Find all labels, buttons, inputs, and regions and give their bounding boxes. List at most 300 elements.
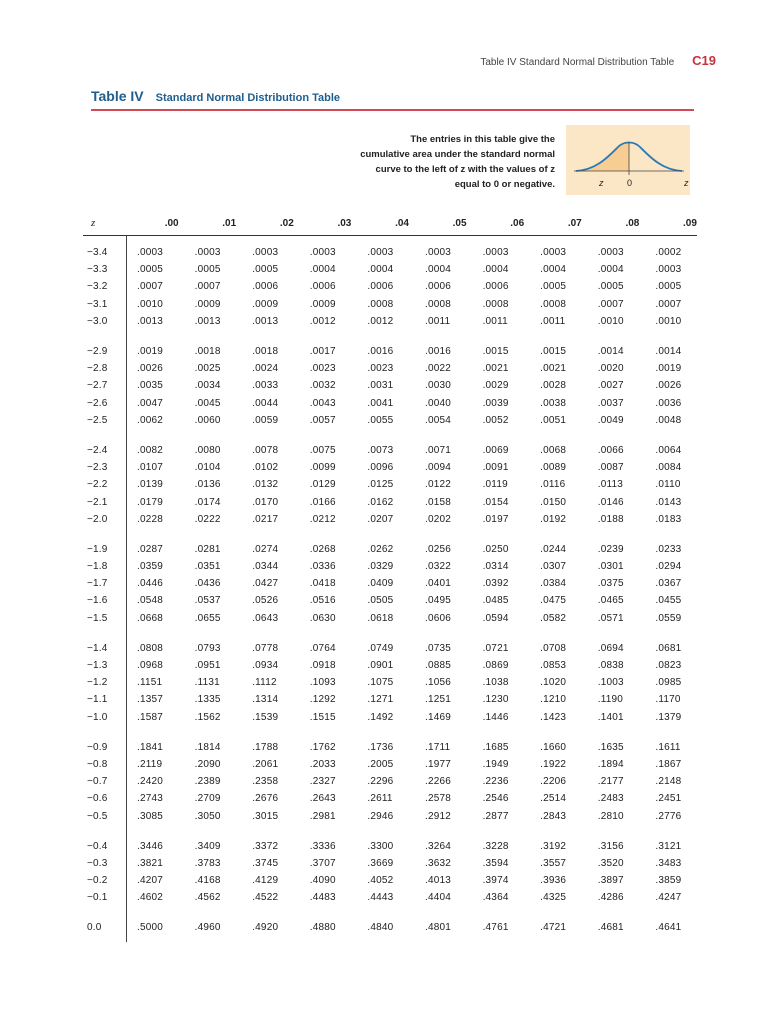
probability-cell: .0107 [137,462,164,474]
probability-cell: .0016 [367,346,394,358]
probability-cell: .0004 [482,264,509,276]
probability-cell: .0104 [194,462,221,474]
table-row [83,575,697,592]
probability-cell: .0040 [424,397,451,409]
probability-cell: .0059 [252,414,279,426]
table-row [83,756,697,773]
probability-cell: .4404 [424,892,451,904]
probability-cell: .0006 [367,281,394,293]
probability-cell: .0027 [597,380,624,392]
probability-cell: .4641 [655,922,682,934]
probability-cell: .1038 [482,677,509,689]
probability-cell: .0099 [309,462,336,474]
table-header [83,208,697,236]
probability-cell: .1867 [655,758,682,770]
probability-cell: .0021 [540,363,567,375]
probability-cell: .2119 [137,758,163,770]
probability-cell: .2296 [367,776,394,788]
probability-cell: .3707 [309,857,336,869]
probability-cell: .4562 [194,892,221,904]
z-value: −1.4 [87,642,108,654]
probability-cell: .0014 [655,346,682,358]
table-row [83,476,697,493]
probability-cell: .2177 [597,776,624,788]
figure-zero: 0 [627,178,633,188]
table-caption: The entries in this table give the cumulative area under the standard normal curve to the left of z with the values of z equal to 0 or negative. [360,134,555,190]
probability-cell: .0901 [367,660,394,672]
probability-cell: .1562 [194,711,221,723]
probability-cell: .3557 [540,857,567,869]
probability-cell: .2090 [194,758,221,770]
probability-cell: .2709 [194,793,221,805]
probability-cell: .0006 [252,281,279,293]
probability-cell: .0985 [655,677,682,689]
column-divider [126,236,127,942]
row-group [83,911,697,941]
probability-cell: .0655 [194,612,221,624]
probability-cell: .4522 [252,892,279,904]
probability-cell: .0571 [597,612,624,624]
probability-cell: .0078 [252,444,279,456]
probability-cell: .0024 [252,363,279,375]
table-row [83,657,697,674]
probability-cell: .1814 [194,741,221,753]
probability-cell: .1469 [424,711,451,723]
probability-cell: .0582 [540,612,567,624]
probability-cell: .0005 [540,281,567,293]
probability-cell: .0010 [655,315,682,327]
row-group [83,731,697,830]
table-title [91,88,340,104]
probability-cell: .1894 [597,758,624,770]
probability-cell: .0084 [655,462,682,474]
probability-cell: .2148 [655,776,682,788]
z-value: −1.0 [87,711,108,723]
probability-cell: .0465 [597,595,624,607]
table-row [83,296,697,313]
probability-cell: .4840 [367,922,394,934]
figure-labels [566,178,690,192]
z-value: −1.6 [87,595,108,607]
probability-cell: .3409 [194,840,221,852]
z-value: −2.0 [87,513,108,525]
page-number: C19 [692,53,716,68]
probability-cell: .3745 [252,857,279,869]
probability-cell: .3446 [137,840,164,852]
probability-cell: .4013 [424,875,451,887]
column-header: .09 [683,218,697,229]
probability-cell: .0749 [367,642,394,654]
probability-cell: .3936 [540,875,567,887]
probability-cell: .0239 [597,543,624,555]
table-row [83,377,697,394]
probability-cell: .2514 [540,793,567,805]
probability-cell: .2810 [597,810,624,822]
table-row [83,889,697,906]
probability-cell: .0548 [137,595,164,607]
probability-cell: .0068 [540,444,567,456]
probability-cell: .0003 [309,247,336,259]
probability-cell: .0116 [540,479,566,491]
z-value: −0.9 [87,741,108,753]
probability-cell: .1020 [540,677,567,689]
probability-cell: .2236 [482,776,509,788]
probability-cell: .0026 [137,363,164,375]
probability-cell: .3050 [194,810,221,822]
column-header: .05 [452,218,467,229]
z-value: −1.1 [87,694,108,706]
probability-cell: .1401 [597,711,624,723]
probability-cell: .2206 [540,776,567,788]
probability-cell: .0066 [597,444,624,456]
probability-cell: .0968 [137,660,164,672]
probability-cell: .1357 [137,694,164,706]
probability-cell: .0436 [194,578,221,590]
table-row [83,442,697,459]
probability-cell: .1788 [252,741,279,753]
table-row [83,691,697,708]
probability-cell: .0823 [655,660,682,672]
probability-cell: .0003 [540,247,567,259]
probability-cell: .0073 [367,444,394,456]
probability-cell: .0018 [252,346,279,358]
table-row [83,807,697,824]
probability-cell: .0708 [540,642,567,654]
probability-cell: .2946 [367,810,394,822]
probability-cell: .3372 [252,840,279,852]
probability-cell: .0418 [309,578,336,590]
probability-cell: .0013 [137,315,164,327]
probability-cell: .0005 [137,264,164,276]
probability-cell: .1762 [309,741,336,753]
probability-cell: .3121 [655,840,682,852]
probability-cell: .0136 [194,479,221,491]
table-row [83,343,697,360]
probability-cell: .0307 [540,561,567,573]
probability-cell: .0125 [367,479,394,491]
probability-cell: .4129 [252,875,279,887]
probability-cell: .0122 [424,479,451,491]
probability-cell: .0004 [424,264,451,276]
probability-cell: .0017 [309,346,336,358]
table-row [83,739,697,756]
column-header: .01 [222,218,237,229]
probability-cell: .0075 [309,444,336,456]
probability-cell: .0018 [194,346,221,358]
table-row [83,511,697,528]
running-head [480,53,716,68]
title-rule [91,109,694,111]
probability-cell: .2483 [597,793,624,805]
probability-cell: .0049 [597,414,624,426]
probability-cell: .1711 [424,741,451,753]
probability-cell: .0537 [194,595,221,607]
probability-cell: .0006 [309,281,336,293]
probability-cell: .0139 [137,479,164,491]
probability-cell: .0183 [655,513,682,525]
probability-cell: .0314 [482,561,509,573]
probability-cell: .0192 [540,513,567,525]
probability-cell: .1112 [252,677,277,689]
probability-cell: .1170 [655,694,681,706]
probability-cell: .0351 [194,561,221,573]
probability-cell: .3228 [482,840,509,852]
table-row [83,838,697,855]
probability-cell: .4602 [137,892,164,904]
probability-cell: .3859 [655,875,682,887]
probability-cell: .0143 [655,496,682,508]
probability-cell: .3156 [597,840,624,852]
probability-cell: .0455 [655,595,682,607]
probability-cell: .0006 [424,281,451,293]
probability-cell: .0721 [482,642,509,654]
z-value: −2.9 [87,346,108,358]
z-value: −0.1 [87,892,108,904]
table-row [83,773,697,790]
probability-cell: .0006 [482,281,509,293]
probability-cell: .3783 [194,857,221,869]
probability-cell: .0359 [137,561,164,573]
probability-cell: .0021 [482,363,509,375]
z-value: −1.3 [87,660,108,672]
probability-cell: .0036 [655,397,682,409]
probability-cell: .3520 [597,857,624,869]
probability-cell: .0019 [137,346,164,358]
probability-cell: .0268 [309,543,336,555]
probability-cell: .1539 [252,711,279,723]
probability-cell: .0023 [367,363,394,375]
probability-cell: .0384 [540,578,567,590]
probability-cell: .0082 [137,444,164,456]
probability-cell: .0885 [424,660,451,672]
probability-cell: .0630 [309,612,336,624]
probability-cell: .4325 [540,892,567,904]
probability-cell: .4443 [367,892,394,904]
probability-cell: .0060 [194,414,221,426]
z-value: −0.7 [87,776,108,788]
probability-cell: .2676 [252,793,279,805]
z-value: −0.5 [87,810,108,822]
probability-cell: .0064 [655,444,682,456]
probability-cell: .1977 [424,758,451,770]
probability-cell: .0004 [597,264,624,276]
probability-cell: .1423 [540,711,567,723]
probability-cell: .4721 [540,922,567,934]
probability-cell: .0934 [252,660,279,672]
probability-cell: .0594 [482,612,509,624]
z-value: −2.6 [87,397,108,409]
probability-cell: .0217 [252,513,279,525]
probability-cell: .1314 [252,694,279,706]
probability-cell: .1736 [367,741,394,753]
probability-cell: .0287 [137,543,164,555]
probability-cell: .0014 [597,346,624,358]
column-header: .04 [395,218,409,229]
probability-cell: .0694 [597,642,624,654]
probability-cell: .4247 [655,892,682,904]
probability-cell: .0516 [309,595,336,607]
probability-cell: .0054 [424,414,451,426]
probability-cell: .2061 [252,758,279,770]
z-column-header: z [91,217,96,229]
row-group [83,632,697,731]
probability-cell: .0004 [367,264,394,276]
probability-cell: .0069 [482,444,509,456]
probability-cell: .1210 [540,694,567,706]
probability-cell: .1230 [482,694,509,706]
probability-cell: .1292 [309,694,336,706]
probability-cell: .0008 [424,298,451,310]
probability-cell: .3632 [424,857,451,869]
table-row [83,395,697,412]
table-row [83,872,697,889]
probability-cell: .0028 [540,380,567,392]
probability-cell: .0793 [194,642,221,654]
probability-cell: .0012 [309,315,336,327]
probability-cell: .0038 [540,397,567,409]
probability-cell: .0606 [424,612,451,624]
probability-cell: .0005 [655,281,682,293]
probability-cell: .0166 [309,496,336,508]
probability-cell: .0037 [597,397,624,409]
table-row [83,592,697,609]
probability-cell: .1271 [367,694,394,706]
probability-cell: .0281 [194,543,221,555]
probability-cell: .1151 [137,677,163,689]
probability-cell: .0838 [597,660,624,672]
probability-cell: .0475 [540,595,567,607]
probability-cell: .0150 [540,496,567,508]
probability-cell: .0055 [367,414,394,426]
table-row [83,459,697,476]
z-value: −1.8 [87,561,108,573]
probability-cell: .0202 [424,513,451,525]
table-row [83,244,697,261]
probability-cell: .2005 [367,758,394,770]
probability-cell: .1611 [655,741,681,753]
probability-cell: .4286 [597,892,624,904]
probability-cell: .0262 [367,543,394,555]
probability-cell: .1587 [137,711,164,723]
probability-cell: .1841 [137,741,164,753]
z-value: −0.8 [87,758,108,770]
probability-cell: .0853 [540,660,567,672]
probability-cell: .0052 [482,414,509,426]
probability-cell: .0034 [194,380,221,392]
probability-cell: .0344 [252,561,279,573]
probability-cell: .1515 [309,711,336,723]
probability-cell: .0158 [424,496,451,508]
probability-cell: .0033 [252,380,279,392]
probability-cell: .2843 [540,810,567,822]
probability-cell: .3264 [424,840,451,852]
probability-cell: .1251 [424,694,451,706]
probability-cell: .0274 [252,543,279,555]
probability-cell: .0045 [194,397,221,409]
probability-cell: .0336 [309,561,336,573]
probability-cell: .0003 [194,247,221,259]
probability-cell: .5000 [137,922,164,934]
probability-cell: .4483 [309,892,336,904]
probability-cell: .0035 [137,380,164,392]
probability-cell: .0526 [252,595,279,607]
probability-cell: .3974 [482,875,509,887]
figure-z-left: z [599,178,604,188]
probability-cell: .0778 [252,642,279,654]
z-value: −2.4 [87,444,108,456]
probability-cell: .4880 [309,922,336,934]
table-row [83,790,697,807]
probability-cell: .2327 [309,776,336,788]
probability-cell: .0003 [424,247,451,259]
probability-cell: .0643 [252,612,279,624]
probability-cell: .0174 [194,496,221,508]
probability-cell: .0020 [597,363,624,375]
probability-cell: .0062 [137,414,164,426]
probability-cell: .0016 [424,346,451,358]
z-value: −3.3 [87,264,108,276]
z-value: −2.8 [87,363,108,375]
row-group [83,830,697,912]
row-group [83,236,697,335]
probability-cell: .0089 [540,462,567,474]
probability-cell: .0011 [482,315,508,327]
table-row [83,610,697,627]
z-value: −0.2 [87,875,108,887]
table-label: Table IV [91,88,144,104]
probability-cell: .0170 [252,496,279,508]
probability-cell: .4801 [424,922,451,934]
probability-cell: .3483 [655,857,682,869]
probability-cell: .0009 [194,298,221,310]
probability-cell: .4960 [194,922,221,934]
probability-cell: .3669 [367,857,394,869]
table-row [83,541,697,558]
probability-cell: .0009 [252,298,279,310]
probability-cell: .0007 [194,281,221,293]
probability-cell: .0113 [597,479,624,491]
probability-cell: .0222 [194,513,221,525]
probability-cell: .0057 [309,414,336,426]
probability-cell: .2643 [309,793,336,805]
z-value: −3.4 [87,247,108,259]
table-row [83,360,697,377]
table-row [83,493,697,510]
probability-cell: .2546 [482,793,509,805]
figure-z-right: z [684,178,689,188]
probability-cell: .0808 [137,642,164,654]
column-header: .07 [567,218,582,229]
probability-cell: .1949 [482,758,509,770]
probability-cell: .1190 [597,694,624,706]
z-value: −2.1 [87,496,108,508]
probability-cell: .0071 [424,444,451,456]
probability-cell: .0951 [194,660,221,672]
probability-cell: .0918 [309,660,336,672]
z-value: −2.2 [87,479,108,491]
probability-cell: .1685 [482,741,509,753]
probability-cell: .0681 [655,642,682,654]
probability-cell: .0008 [540,298,567,310]
probability-cell: .0197 [482,513,509,525]
table-row [83,640,697,657]
z-value: −0.4 [87,840,108,852]
probability-cell: .0256 [424,543,451,555]
probability-cell: .4920 [252,922,279,934]
probability-cell: .2033 [309,758,336,770]
probability-cell: .0048 [655,414,682,426]
probability-cell: .0559 [655,612,682,624]
